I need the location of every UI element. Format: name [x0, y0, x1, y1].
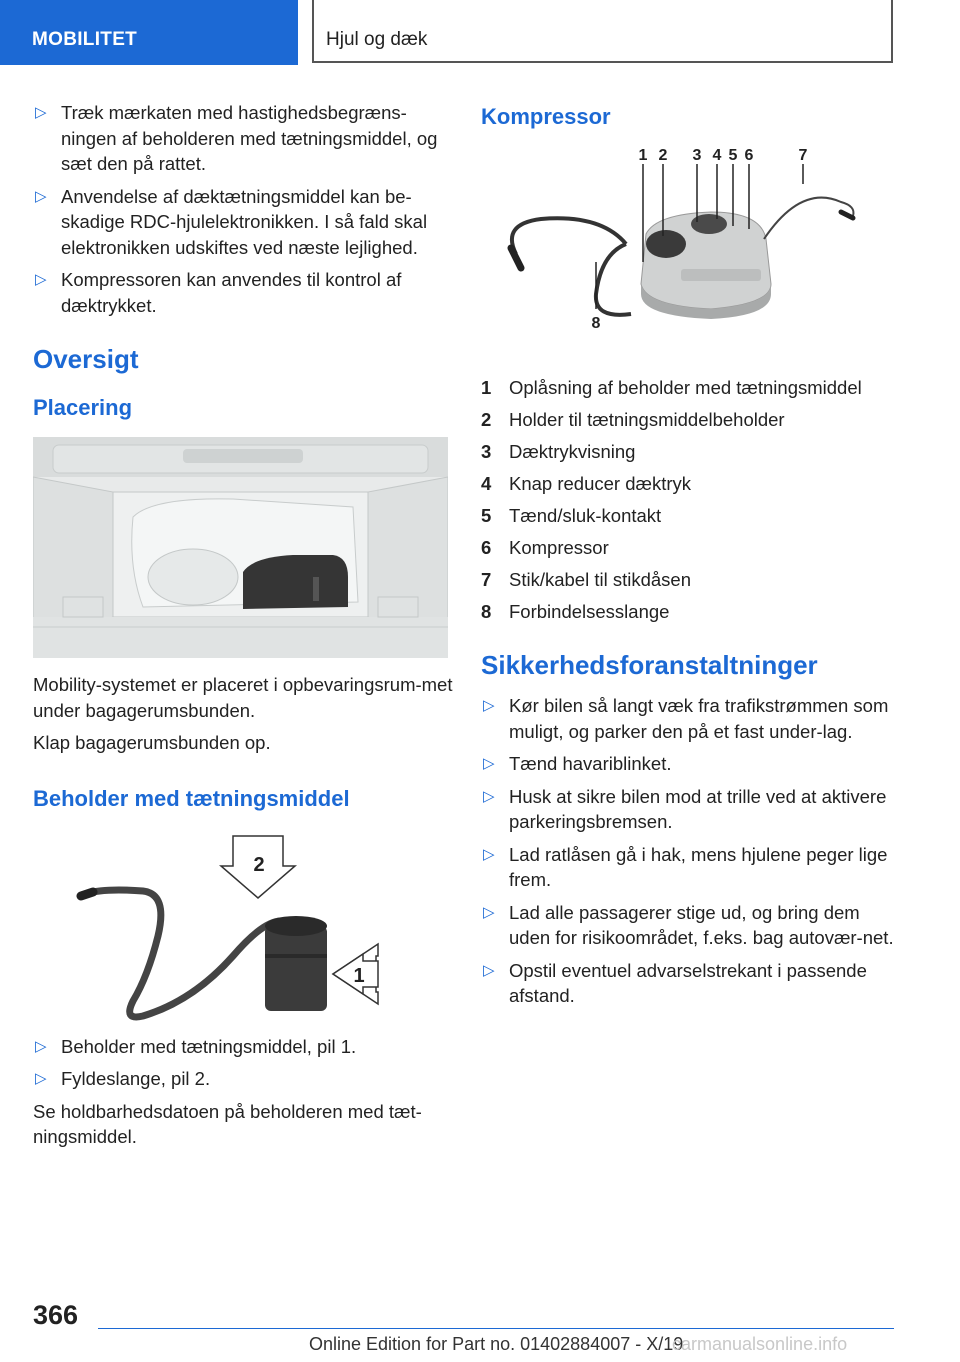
list-item: ▷ Tænd havariblinket. [481, 751, 901, 777]
list-item: 5 Tænd/sluk-kontakt [481, 505, 662, 526]
triangle-bullet-icon: ▷ [35, 104, 47, 121]
fig-label: 1 [638, 147, 648, 164]
list-item: 1 Oplåsning af beholder med tætningsmiddel [481, 377, 862, 398]
fig-label: 3 [692, 147, 702, 164]
fig-label: 4 [712, 147, 722, 164]
list-item: ▷ Opstil eventuel advarselstrekant i passende afstand. [483, 959, 867, 1006]
chapter-title: Hjul og dæk [326, 29, 428, 50]
list-item: ▷ Kompressoren kan anvendes til kontrol af dæktrykket. [35, 269, 402, 316]
triangle-bullet-icon: ▷ [483, 845, 495, 863]
triangle-bullet-icon: ▷ [35, 1037, 47, 1055]
kompressor-legend [481, 372, 901, 628]
left-column [33, 100, 453, 1157]
list-item: ▷ Træk mærkaten med hastighedsbegræns-ningen af beholderen med tætningsmiddel, og sæt den på rattet. [35, 102, 438, 174]
compressor-figure [481, 144, 896, 344]
list-item: 7 Stik/kabel til stikdåsen [481, 569, 692, 590]
heading-oversigt: Oversigt [33, 344, 139, 374]
placering-text-2: Klap bagagerumsbunden op. [33, 732, 271, 753]
list-item: 8 Forbindelsesslange [481, 601, 670, 622]
triangle-bullet-icon: ▷ [35, 187, 47, 205]
fig-label: 6 [744, 147, 754, 164]
footer-divider [98, 1328, 894, 1329]
list-item: 3 Dæktrykvisning [481, 441, 636, 462]
fig-label: 8 [591, 315, 601, 332]
list-item: 4 Knap reducer dæktryk [481, 473, 692, 494]
chapter-tab [312, 0, 893, 63]
fig-label: 2 [658, 147, 668, 164]
section-tab [0, 0, 298, 65]
watermark: carmanualsonline.info [672, 1334, 848, 1354]
list-item: ▷ Beholder med tætningsmiddel, pil 1. [33, 1034, 453, 1060]
sealant-container-figure [33, 826, 448, 1026]
trunk-photo [33, 437, 448, 658]
list-item: ▷ Fyldeslange, pil 2. [33, 1066, 453, 1092]
section-title: MOBILITET [32, 29, 138, 50]
right-column [481, 100, 901, 1016]
list-item: ▷ Lad alle passagerer stige ud, og bring dem uden for risikoområdet, f.eks. bag autovær-net. [483, 901, 894, 948]
fig-label: 1 [353, 964, 365, 987]
list-item: 2 Holder til tætningsmiddelbeholder [481, 409, 785, 430]
placering-text-1: Mobility-systemet er placeret i opbevaringsrum-met under bagagerumsbunden. [33, 674, 453, 721]
heading-kompressor: Kompressor [481, 104, 611, 129]
heading-placering: Placering [33, 395, 133, 420]
triangle-bullet-icon: ▷ [483, 903, 495, 921]
heading-beholder: Beholder med tætningsmiddel [33, 785, 350, 811]
list-item: ▷ Lad ratlåsen gå i hak, mens hjulene peger lige frem. [483, 843, 888, 890]
list-item: ▷ Husk at sikre bilen mod at trille ved at aktivere parkeringsbremsen. [483, 785, 887, 832]
triangle-bullet-icon: ▷ [483, 697, 495, 714]
list-item: 6 Kompressor [481, 537, 609, 558]
beholder-text: Se holdbarhedsdatoen på beholderen med tæt-ningsmiddel. [33, 1100, 422, 1147]
triangle-bullet-icon: ▷ [35, 1070, 47, 1087]
fig-label: 7 [798, 147, 808, 164]
fig-label: 2 [253, 853, 265, 876]
page-number: 366 [33, 1300, 79, 1330]
triangle-bullet-icon: ▷ [483, 961, 495, 979]
edition-text: Online Edition for Part no. 01402884007 - X/19 [309, 1334, 684, 1354]
triangle-bullet-icon: ▷ [483, 755, 495, 772]
triangle-bullet-icon: ▷ [483, 787, 495, 805]
list-item: ▷ Kør bilen så langt væk fra trafikstrømmen som muligt, og parker den på et fast under-lag. [483, 695, 889, 742]
heading-sikkerhed: Sikkerhedsforanstaltninger [481, 650, 818, 680]
fig-label: 5 [728, 147, 738, 164]
triangle-bullet-icon: ▷ [35, 271, 47, 288]
list-item: ▷ Anvendelse af dæktætningsmiddel kan be-skadige RDC-hjulelektronikken. I så fald skal elektronikken udskiftes ved næste lejlighed. [35, 185, 428, 258]
